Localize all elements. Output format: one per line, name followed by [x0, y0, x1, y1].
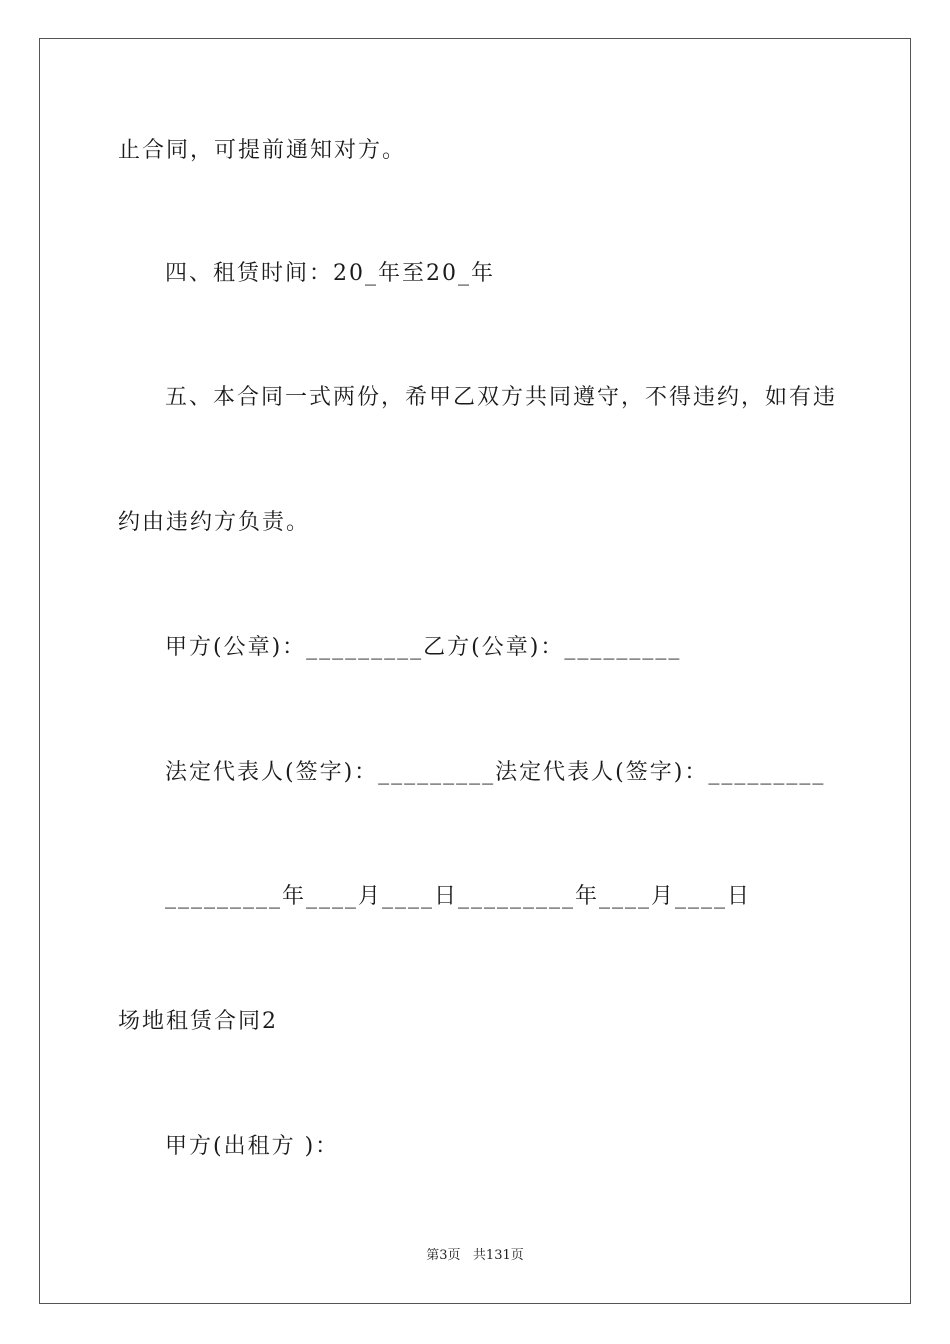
paragraph-line: 五、本合同一式两份，希甲乙双方共同遵守，不得违约，如有违 [165, 385, 838, 410]
page-footer [0, 1247, 950, 1265]
signature-line-representative: 法定代表人(签字)：_________法定代表人(签字)：_________ [165, 760, 826, 785]
paragraph-line: 四、租赁时间：20_年至20_年 [165, 261, 495, 286]
page-number: 第3页 [426, 1248, 461, 1263]
signature-line-date: _________年____月____日_________年____月____日 [165, 884, 752, 909]
paragraph-line: 甲方(出租方 )： [165, 1134, 340, 1159]
page-total: 共131页 [472, 1248, 524, 1263]
page-frame [39, 38, 911, 1304]
signature-line-seal: 甲方(公章)：_________乙方(公章)：_________ [165, 635, 682, 660]
paragraph-line: 约由违约方负责。 [118, 510, 311, 535]
paragraph-line: 止合同，可提前通知对方。 [118, 138, 407, 163]
section-heading: 场地租赁合同2 [118, 1009, 278, 1034]
